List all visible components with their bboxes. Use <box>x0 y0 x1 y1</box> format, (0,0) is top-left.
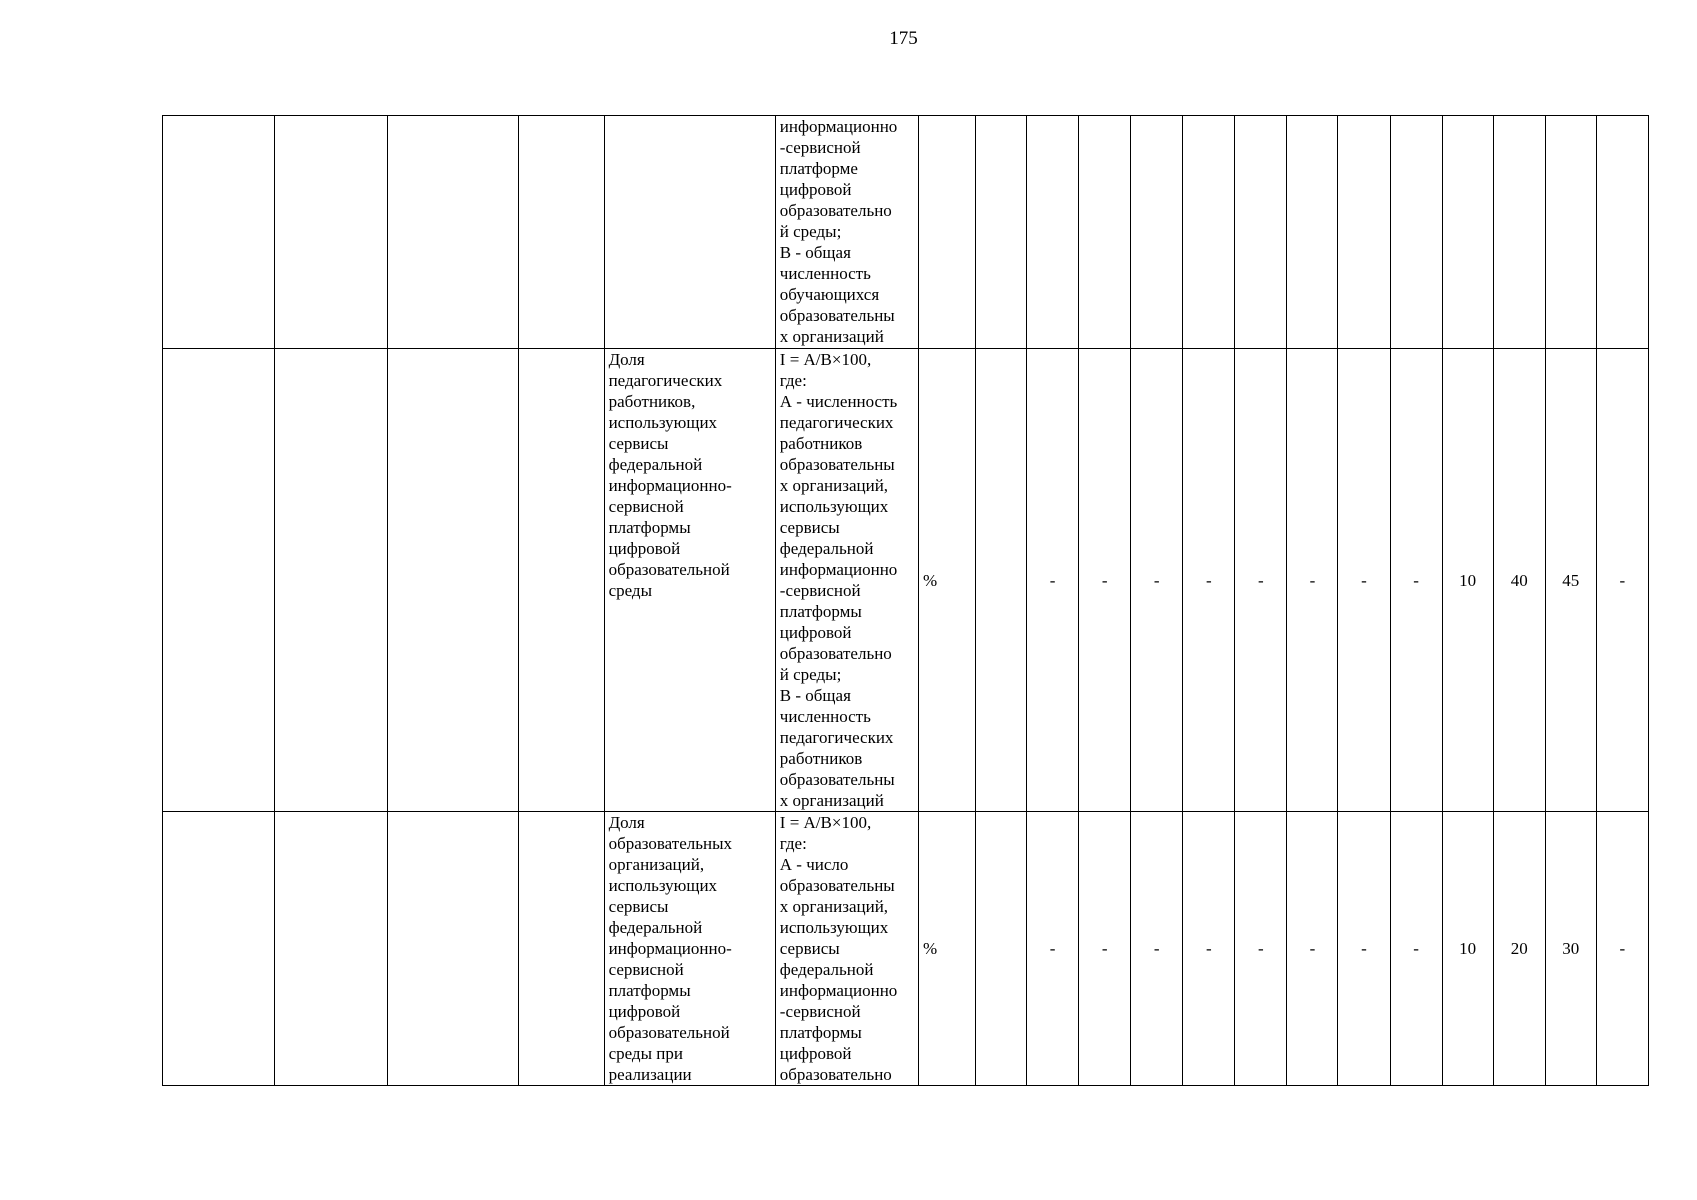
value-cell <box>1493 116 1545 349</box>
table-cell <box>519 116 604 349</box>
table-cell <box>388 116 519 349</box>
value-cell <box>1390 116 1442 349</box>
table-row <box>163 116 1649 349</box>
indicators-table <box>162 115 1649 1086</box>
value-cell: 20 <box>1493 812 1545 1086</box>
value-cell <box>1442 116 1493 349</box>
indicator-name-cell: Доля образовательных организаций, использующих сервисы федеральной информационно- сервисной платформы цифровой образовательной среды при реализации <box>604 812 775 1086</box>
table-cell <box>388 349 519 812</box>
value-cell: 30 <box>1545 812 1596 1086</box>
table-cell <box>163 116 275 349</box>
value-cell <box>1235 116 1287 349</box>
indicator-name-cell <box>604 116 775 349</box>
value-cell: - <box>1338 812 1390 1086</box>
value-cell: - <box>1596 349 1648 812</box>
value-cell: - <box>1287 812 1338 1086</box>
value-cell <box>1338 116 1390 349</box>
table-cell <box>275 349 388 812</box>
unit-cell: % <box>918 349 975 812</box>
value-cell: - <box>1596 812 1648 1086</box>
table-row <box>163 349 1649 812</box>
table-cell <box>163 812 275 1086</box>
table-cell <box>519 812 604 1086</box>
value-cell: 45 <box>1545 349 1596 812</box>
value-cell: 40 <box>1493 349 1545 812</box>
value-cell <box>1131 116 1183 349</box>
value-cell <box>976 116 1027 349</box>
value-cell <box>1079 116 1131 349</box>
value-cell <box>976 349 1027 812</box>
value-cell: - <box>1079 812 1131 1086</box>
value-cell: - <box>1235 349 1287 812</box>
value-cell: - <box>1183 349 1235 812</box>
value-cell: - <box>1287 349 1338 812</box>
formula-cell: информационно -сервисной платформе цифровой образовательно й среды; В - общая численность обучающихся образовательны х организаций <box>775 116 918 349</box>
value-cell <box>976 812 1027 1086</box>
value-cell: - <box>1183 812 1235 1086</box>
unit-cell: % <box>918 812 975 1086</box>
value-cell: - <box>1027 812 1079 1086</box>
table-cell <box>163 349 275 812</box>
value-cell <box>1027 116 1079 349</box>
value-cell: - <box>1131 349 1183 812</box>
table-cell <box>275 116 388 349</box>
value-cell: - <box>1338 349 1390 812</box>
table-cell <box>519 349 604 812</box>
value-cell: - <box>1235 812 1287 1086</box>
value-cell: - <box>1027 349 1079 812</box>
formula-cell: I = А/В×100, где: А - численность педагогических работников образовательны х организаций, использующих сервисы федеральной информационно -сервисной платформы цифровой образовательно й среды; В - общая численность педагогических работников образовательны х организаций <box>775 349 918 812</box>
value-cell: - <box>1131 812 1183 1086</box>
value-cell <box>1596 116 1648 349</box>
value-cell: 10 <box>1442 349 1493 812</box>
value-cell: - <box>1390 812 1442 1086</box>
unit-cell <box>918 116 975 349</box>
value-cell <box>1183 116 1235 349</box>
value-cell: 10 <box>1442 812 1493 1086</box>
formula-cell: I = А/В×100, где: А - число образовательны х организаций, использующих сервисы федеральной информационно -сервисной платформы цифровой образовательно <box>775 812 918 1086</box>
table-cell <box>388 812 519 1086</box>
table-cell <box>275 812 388 1086</box>
page-number: 175 <box>889 28 918 49</box>
value-cell <box>1545 116 1596 349</box>
value-cell: - <box>1390 349 1442 812</box>
indicator-name-cell: Доля педагогических работников, использующих сервисы федеральной информационно- сервисной платформы цифровой образовательной среды <box>604 349 775 812</box>
value-cell: - <box>1079 349 1131 812</box>
value-cell <box>1287 116 1338 349</box>
table-row <box>163 812 1649 1086</box>
